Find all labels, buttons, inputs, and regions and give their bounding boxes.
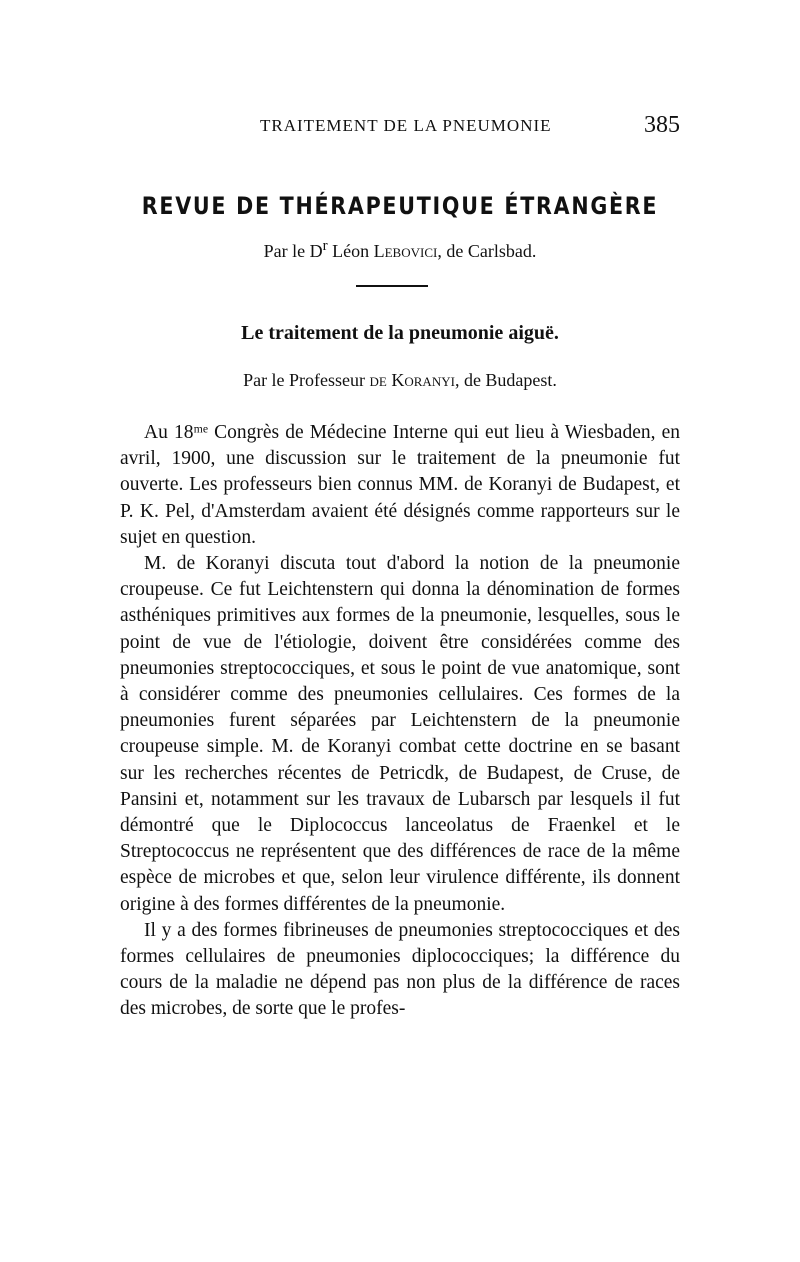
article-author [0,370,800,391]
author-name: Koranyi [386,370,455,390]
byline-sup: r [322,238,328,254]
separator-rule [356,285,428,287]
body-paragraph: Au 18ᵐᵉ Congrès de Médecine Interne qui eut lieu à Wiesbaden, en avril, 1900, une discussion sur le traitement de la pneumonie fut ouverte. Les professeurs bien connus MM. de Koranyi de Budapest, et P. K. Pel, d'Amsterdam avaient été désignés comme rapporteurs sur le sujet en question. [120,422,680,548]
body-paragraph: Il y a des formes fibrineuses de pneumonies streptococciques et des formes cellulaires de pneumonies diplococciques; la différence du cours de la maladie ne dépend pas non plus de la différence de races des microbes, de sorte que le profes- [120,919,680,1020]
byline-suffix: , de Carlsbad. [437,241,537,261]
byline-prefix: Par le D [263,241,323,261]
author-particle: de [369,370,387,390]
author-suffix: , de Budapest. [454,370,557,390]
running-head [120,112,680,142]
byline-surname: Lebovici [373,241,438,261]
article-title: Le traitement de la pneumonie aiguë. [241,322,559,344]
page-number: 385 [644,112,680,138]
article-body [120,420,680,1023]
author-prefix: Par le Professeur [243,370,370,390]
section-title: REVUE DE THÉRAPEUTIQUE ÉTRANGÈRE [141,192,659,220]
body-paragraph: M. de Koranyi discuta tout d'abord la notion de la pneumonie croupeuse. Ce fut Leichtenstern qui donna la dénomination de formes asthéniques primitives aux formes de la pneumonie, lesquelles, sous le point de vue de l'étiologie, doivent être considérées comme des pneumonies streptococciques, et sous le point de vue anatomique, sont à considérer comme des pneumonies cellulaires. Ces formes de la pneumonies furent séparées par Leichtenstern de la pneumonie croupeuse simple. M. de Koranyi combat cette doctrine en se basant sur les recherches récentes de Petricdk, de Budapest, de Cruse, de Pansini et, notamment sur les travaux de Lubarsch par lesquels il fut démontré que le Diplococcus lanceolatus de Fraenkel et le Streptococcus ne représentent que des différences de race de la même espèce de microbes et que, selon leur virulence différente, ils donnent origine à des formes différentes de la pneumonie. [120,553,680,915]
section-byline [0,238,800,262]
byline-name: Léon [327,241,374,261]
running-title: TRAITEMENT DE LA PNEUMONIE [260,116,552,135]
